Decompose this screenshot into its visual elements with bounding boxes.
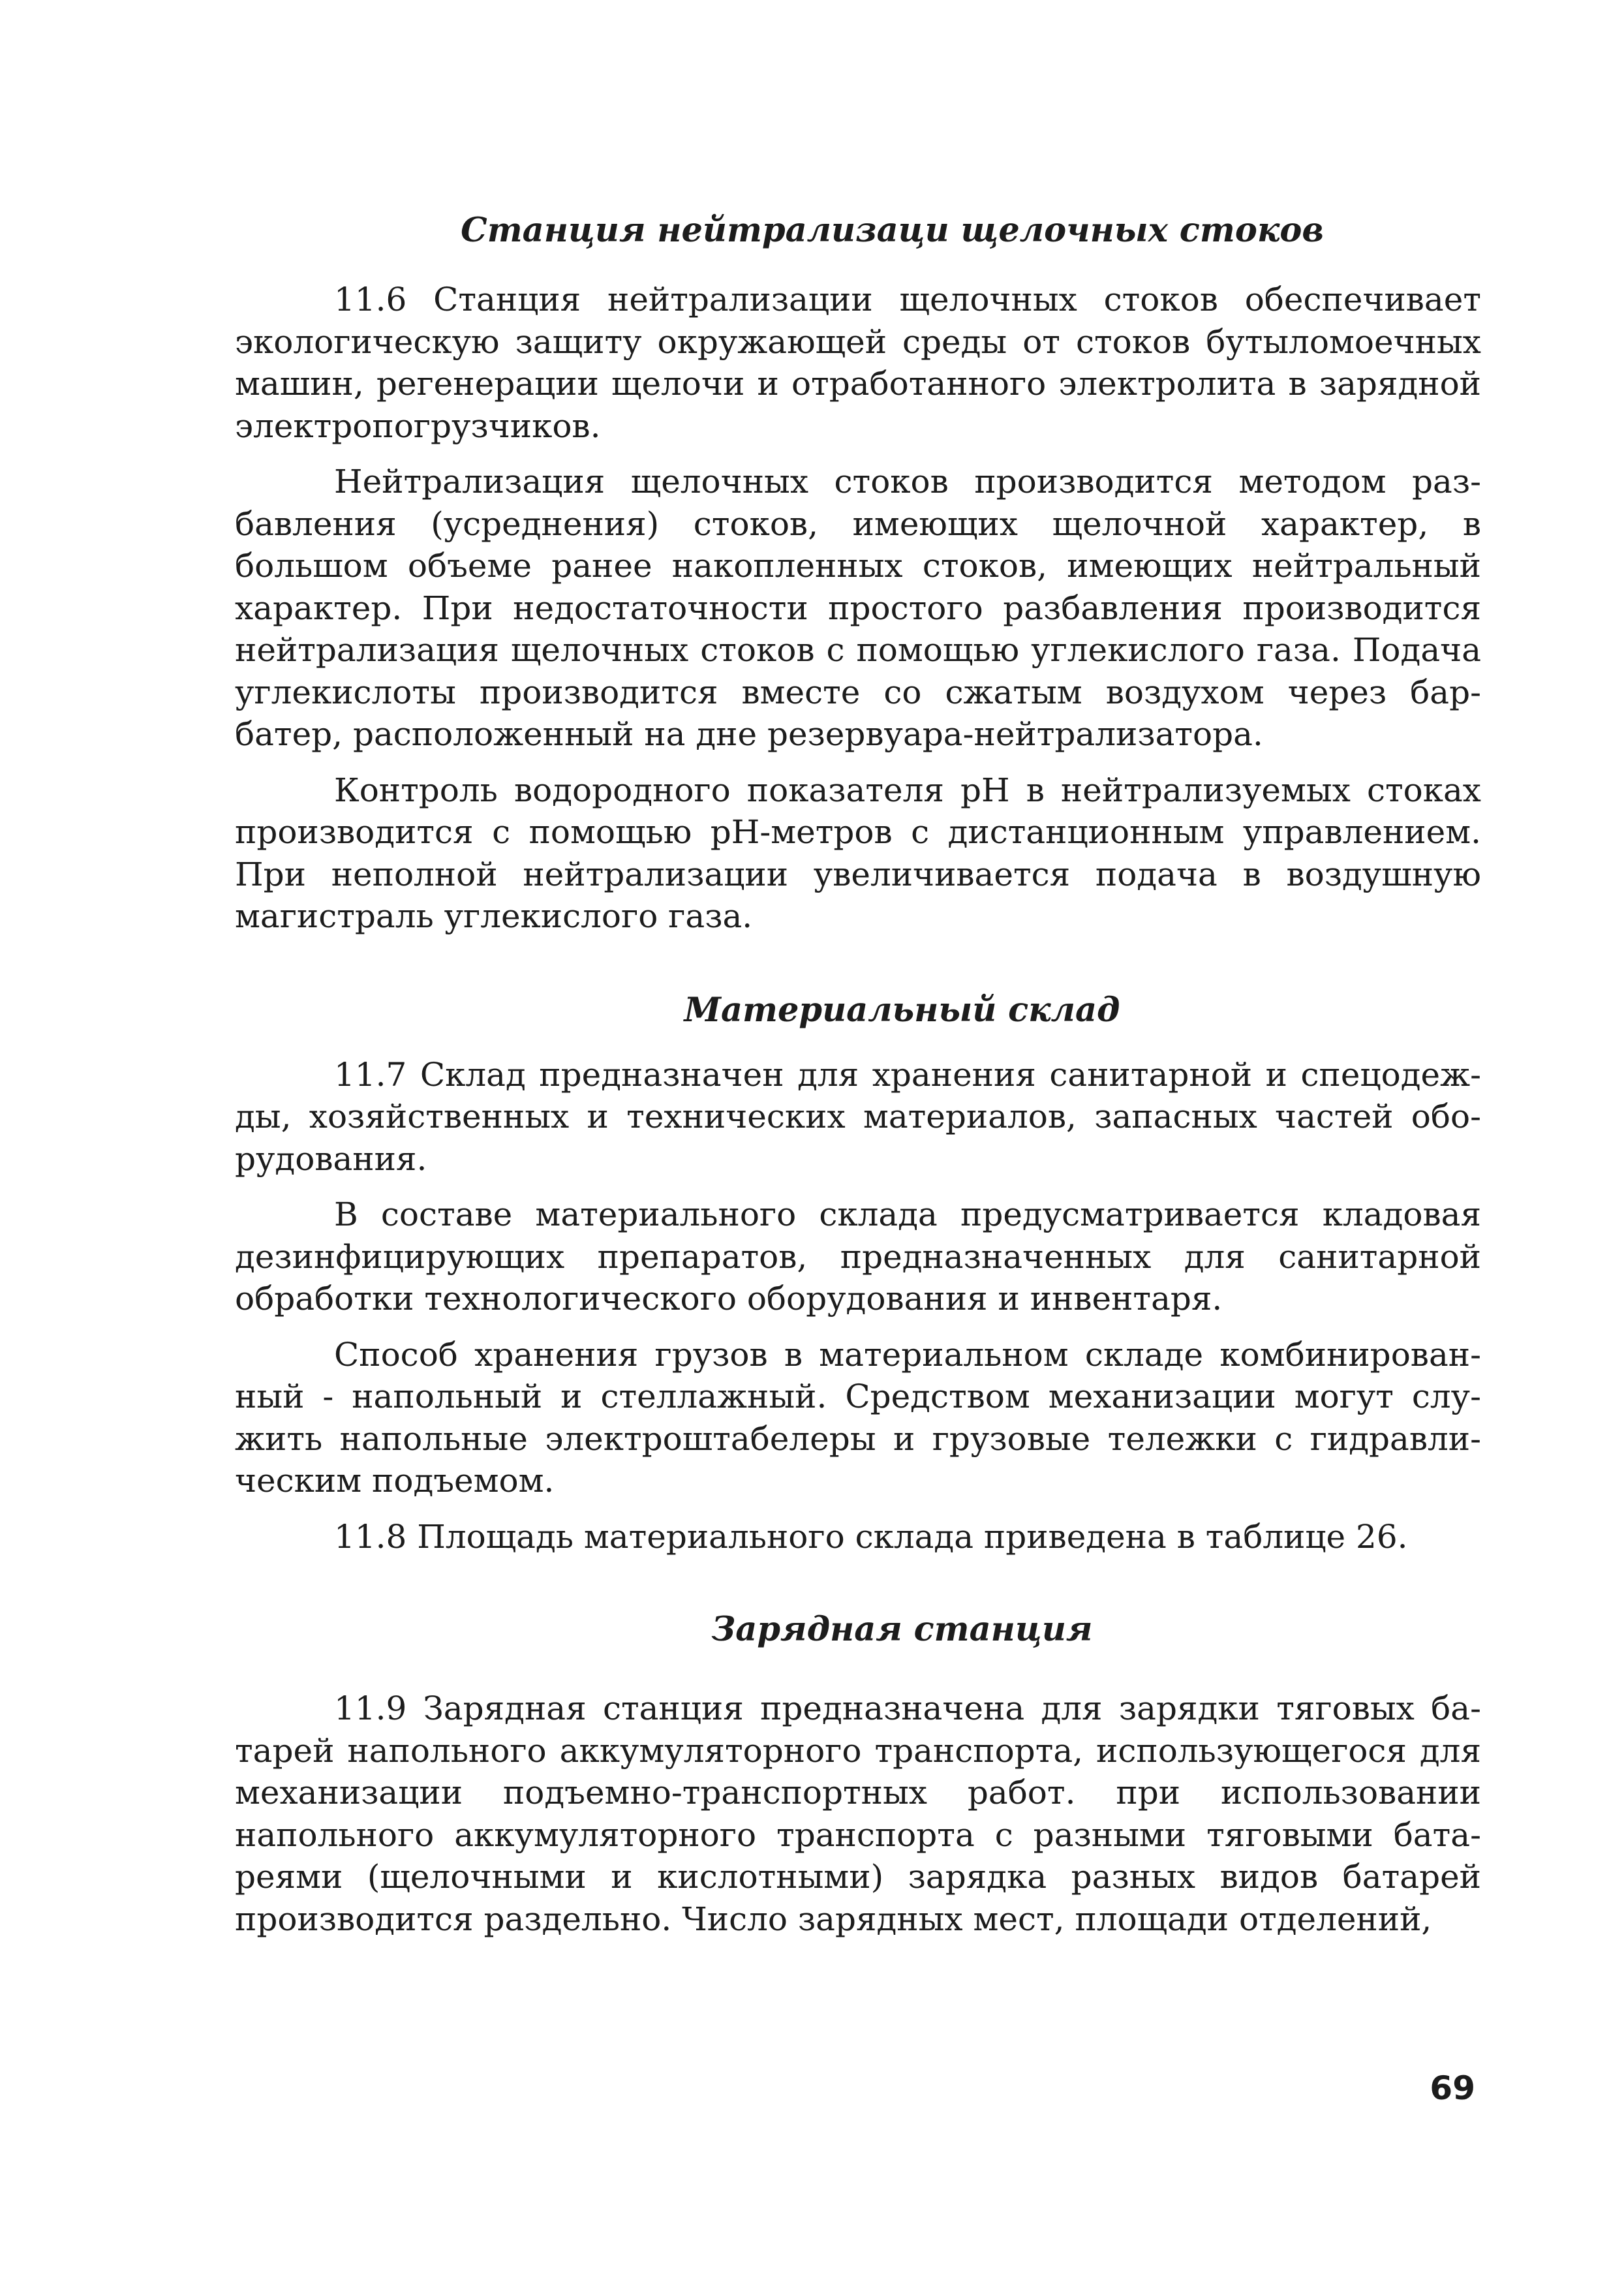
section-heading-charging-station: Зарядная станция [711, 1610, 1093, 1649]
paragraph-ph-control: Контроль водородного показателя pH в нейтрализуемых стоках производится с помощью pH-метров с дистанционным управлением. При неполной нейтрализации увеличивается подача в воздушную магистраль углекислого газа. [235, 771, 1481, 935]
paragraph-neutralization-method: Нейтрализация щелочных стоков производится методом разбавления (усреднения) стоков, имеющих щелочной характер, в большом объеме ранее накопленных стоков, имеющих нейтральный характер. При недостаточности простого разбавления производится нейтрализация щелочных стоков с помощью углекислого газа. Подача углекислоты производится вместе со сжатым воздухом через барбатер, расположенный на дне резервуара-нейтрализатора. [235, 463, 1481, 753]
paragraph-disinfectant-storeroom: В составе материального склада предусматривается кладовая дезинфицирующих препаратов, предназначенных для санитарной обработки технологического оборудования и инвентаря. [235, 1195, 1481, 1318]
document-page [235, 209, 1481, 1940]
page-number: 69 [1430, 2069, 1475, 2107]
paragraph-11-9: 11.9 Зарядная станция предназначена для зарядки тяговых батарей напольного аккумуляторного транспорта, использующегося для механизации подъемно-транспортных работ. при использовании напольного аккумуляторного транспорта с разными тяговыми батареями (щелочными и кислотными) зарядка разных видов батарей производится раздельно. Число зарядных мест, площади отделений, [235, 1689, 1481, 1938]
paragraph-11-8: 11.8 Площадь материального склада приведена в таблице 26. [334, 1517, 1408, 1556]
paragraph-storage-method: Способ хранения грузов в материальном складе комбинированный - напольный и стеллажный. Средством механизации могут служить напольные электроштабелеры и грузовые тележки с гидравлическим подъемом. [235, 1335, 1481, 1500]
paragraph-11-6: 11.6 Станция нейтрализации щелочных стоков обеспечивает экологическую защиту окружающей среды от стоков бутыломоечных машин, регенерации щелочи и отработанного электролита в зарядной электропогрузчиков. [235, 281, 1481, 445]
section-heading-neutralization-station: Станция нейтрализаци щелочных стоков [461, 211, 1324, 250]
section-heading-material-warehouse: Материальный склад [684, 990, 1120, 1030]
paragraph-11-7: 11.7 Склад предназначен для хранения санитарной и спецодежды, хозяйственных и технических материалов, запасных частей оборудования. [235, 1055, 1481, 1178]
